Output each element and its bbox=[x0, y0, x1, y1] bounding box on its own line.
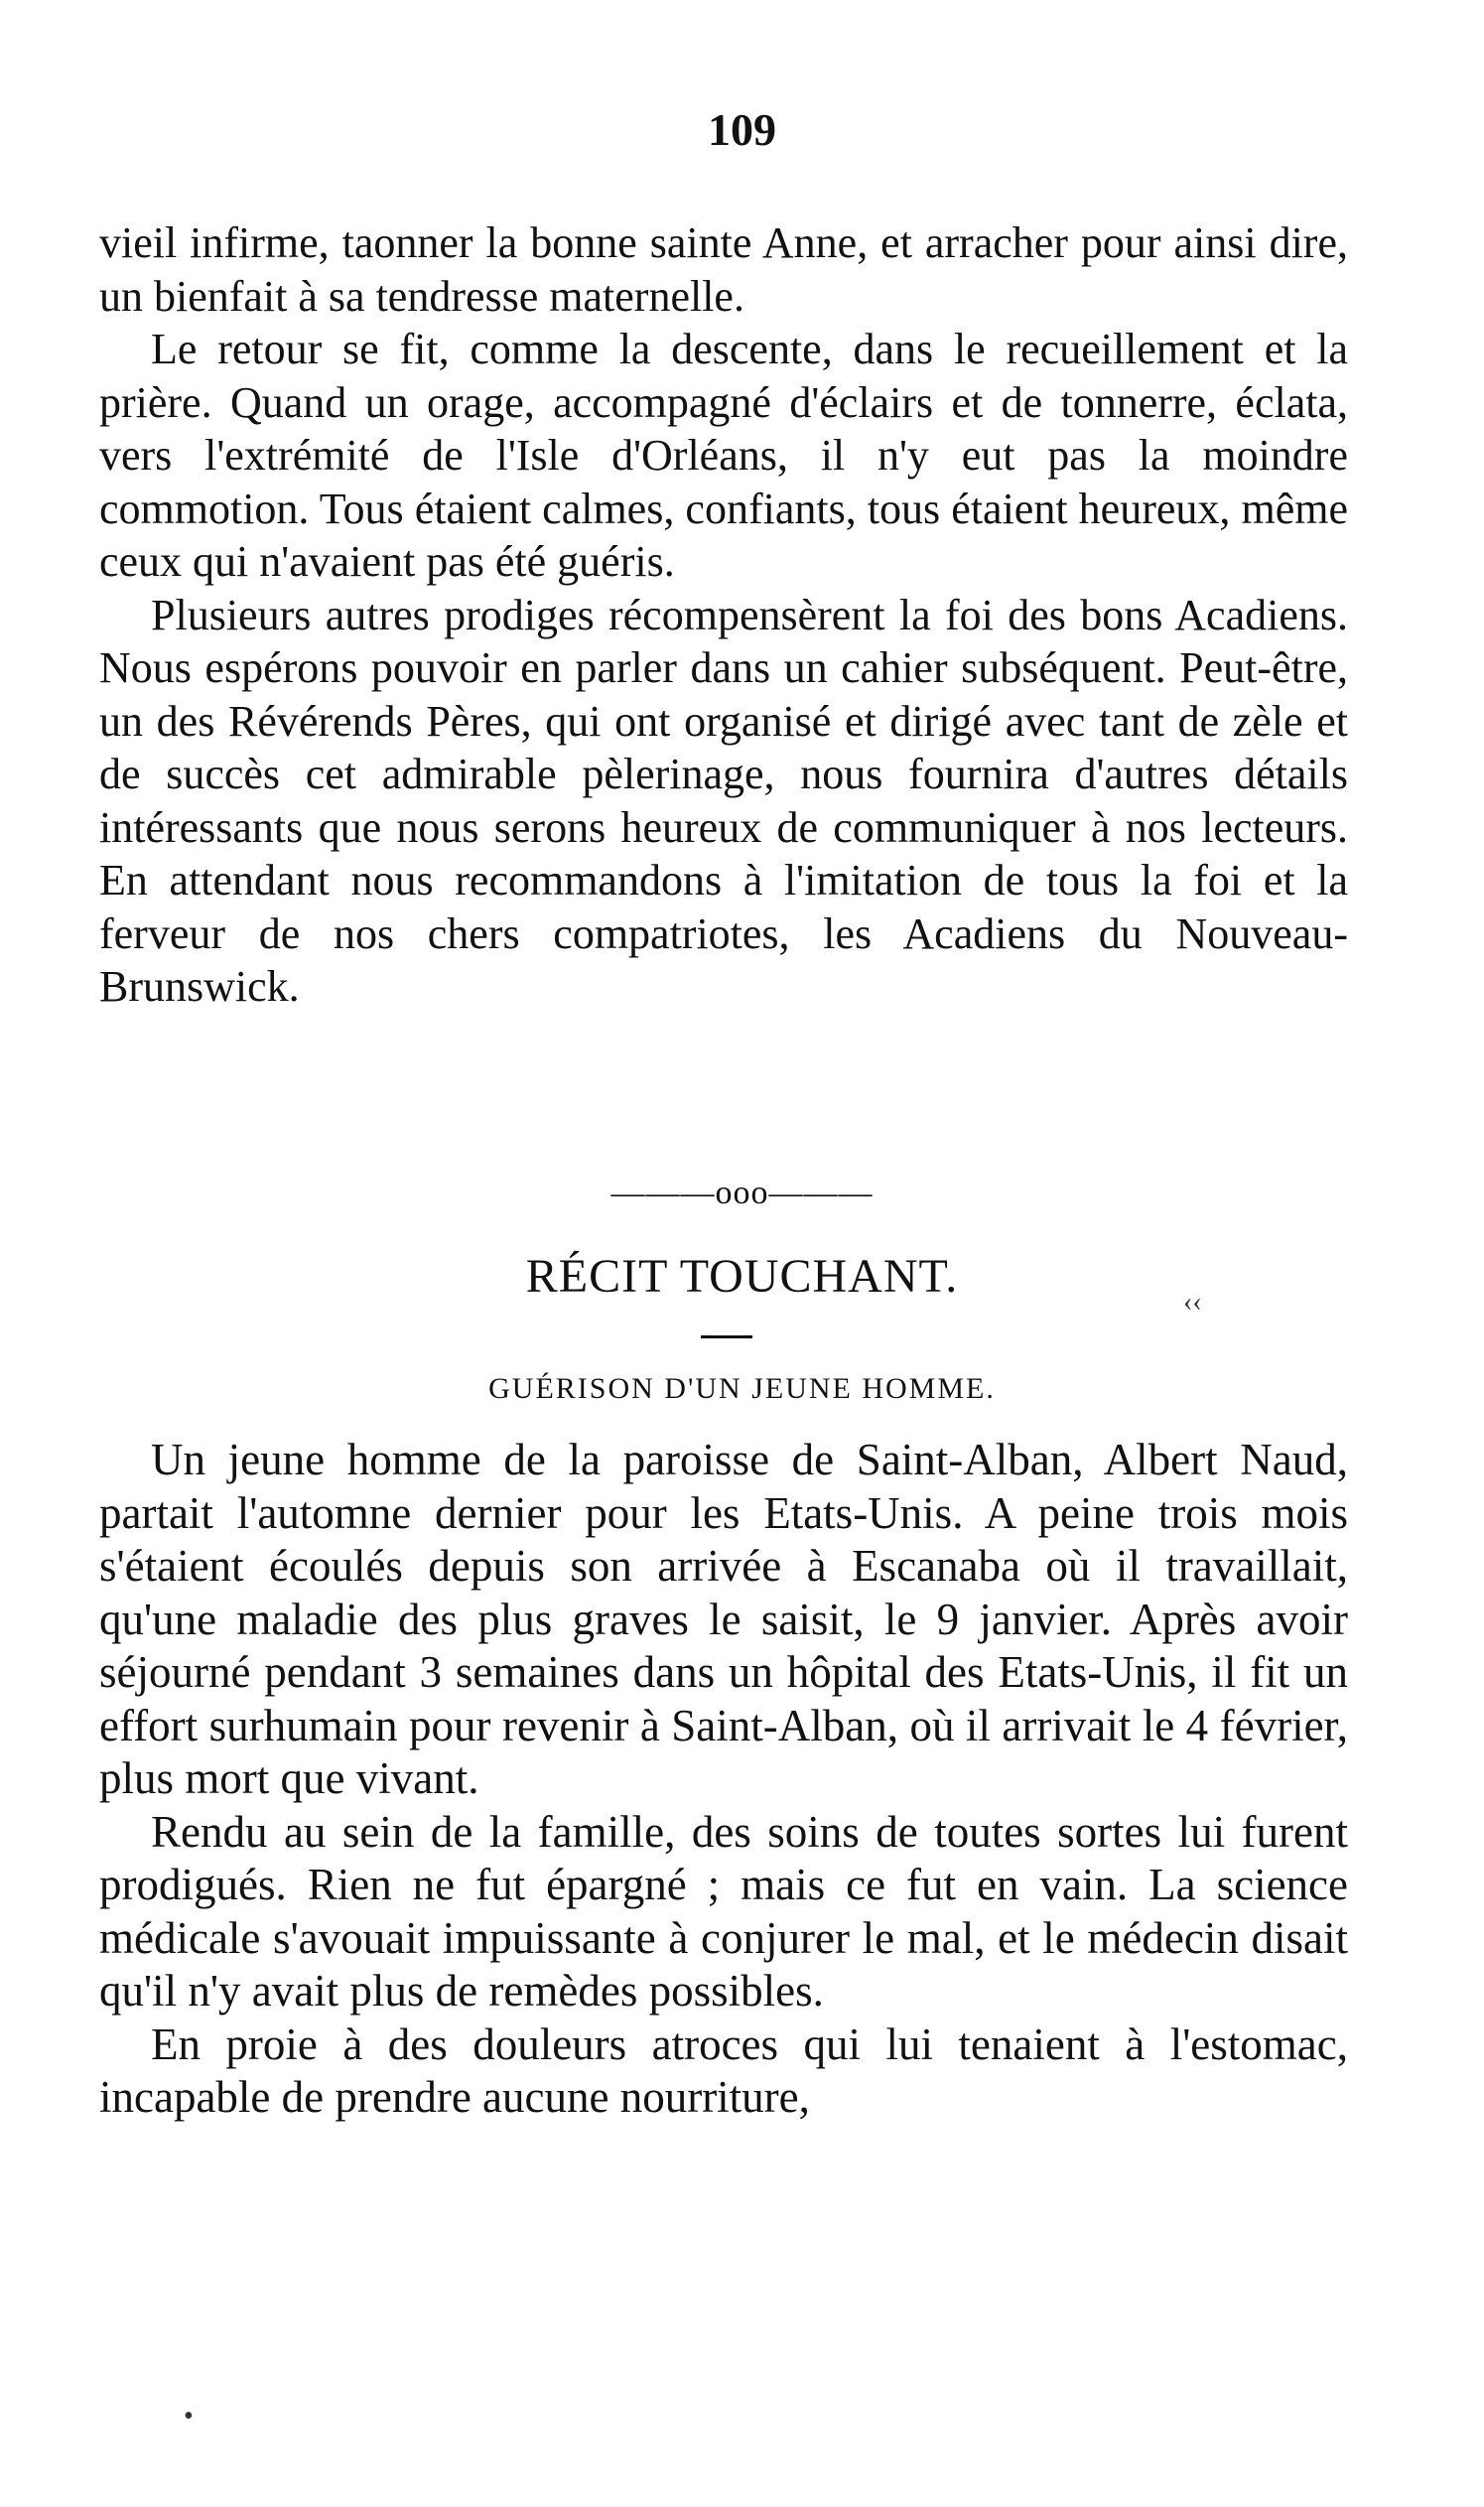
paragraph: En proie à des douleurs atroces qui lui tenaient à l'estomac, incapable de prendre aucune nourriture, bbox=[99, 2019, 1348, 2122]
print-speck: • bbox=[184, 2401, 194, 2432]
section-title: RÉCIT TOUCHANT. bbox=[525, 1250, 959, 1303]
paragraph: Rendu au sein de la famille, des soins de toutes sortes lui furent prodigués. Rien ne fut épargné ; mais ce fut en vain. La science médicale s'avouait impuissante à conjurer le mal, et le médecin disait qu'il n'y avait plus de remèdes possibles. bbox=[99, 1806, 1348, 2016]
paragraph: Le retour se fit, comme la descente, dans le recueillement et la prière. Quand un orage, accompagné d'éclairs et de tonnerre, éclata, vers l'extrémité de l'Isle d'Orléans, il n'y eut pas la moindre commotion. Tous étaient calmes, confiants, tous étaient heureux, même ceux qui n'avaient pas été guéris. bbox=[99, 325, 1348, 586]
page-number: 109 bbox=[708, 104, 776, 155]
body-text-top bbox=[99, 216, 1348, 1014]
body-text-bottom bbox=[99, 1434, 1348, 2125]
paragraph: vieil infirme, taonner la bonne sainte Anne, et arracher pour ainsi dire, un bienfait à sa tendresse maternelle. bbox=[99, 218, 1348, 321]
section-separator: ———ooo——— bbox=[610, 1175, 874, 1211]
section-subtitle: GUÉRISON D'UN JEUNE HOMME. bbox=[488, 1372, 996, 1405]
title-rule bbox=[701, 1335, 752, 1338]
paragraph: Plusieurs autres prodiges récompensèrent la foi des bons Acadiens. Nous espérons pouvoir en parler dans un cahier subséquent. Peut-être, un des Révérends Pères, qui ont organisé et dirigé avec tant de zèle et de succès cet admirable pèlerinage, nous fournira d'autres détails intéressants que nous serons heureux de communiquer à nos lecteurs. En attendant nous recommandons à l'imitation de tous la foi et la ferveur de nos chers compatriotes, les Acadiens du Nouveau-Brunswick. bbox=[99, 590, 1348, 1011]
print-speck: ‹‹ bbox=[1183, 1287, 1202, 1318]
paragraph: Un jeune homme de la paroisse de Saint-Alban, Albert Naud, partait l'automne dernier pour les Etats-Unis. A peine trois mois s'étaient écoulés depuis son arrivée à Escanaba où il travaillait, qu'une maladie des plus graves le saisit, le 9 janvier. Après avoir séjourné pendant 3 semaines dans un hôpital des Etats-Unis, il fit un effort surhumain pour revenir à Saint-Alban, où il arrivait le 4 février, plus mort que vivant. bbox=[99, 1435, 1348, 1803]
